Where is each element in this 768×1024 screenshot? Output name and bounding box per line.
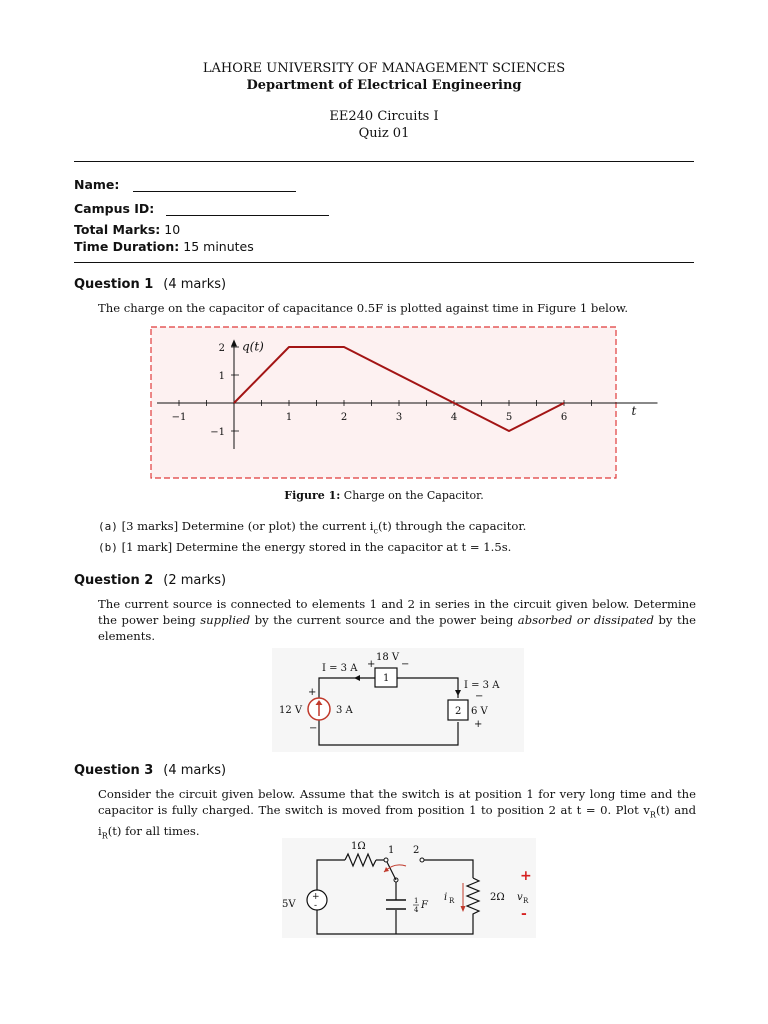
minus-top: − [401,659,410,670]
question-1a-label: (a) [98,520,118,533]
x-axis-label: t [631,404,637,418]
question-3-marks: (4 marks) [163,763,227,778]
figure-1-caption [0,489,768,502]
question-3-title: Question 3 [74,763,154,778]
circuit-q2-background [272,648,524,752]
name-label: Name: [74,177,120,192]
course-title: EE240 Circuits I [329,109,439,124]
label-i-right: I = 3 A [464,680,500,691]
question-3-text [98,786,696,845]
question-1a-rest: (t) through the capacitor. [378,519,527,533]
label-v-source: 12 V [279,705,303,716]
label-i-top: I = 3 A [322,663,358,674]
label-elem-2: 2 [455,706,462,717]
total-marks [74,222,180,237]
name-input-line[interactable] [133,176,296,192]
x-tick-label: 5 [505,412,513,423]
plus-vs: + [312,892,320,902]
question-2-marks: (2 marks) [163,573,227,588]
label-r2: 2Ω [490,892,505,903]
label-elem-1: 1 [383,673,390,684]
label-pos-2: 2 [413,845,420,856]
x-tick-label: 3 [395,412,403,423]
switch-contact-1 [384,858,388,862]
campus-id-field [74,200,329,216]
question-1a [98,519,526,535]
minus-right: − [475,691,484,702]
question-1-text: The charge on the capacitor of capacitance 0.5F is plotted against time in Figure 1 below. [98,301,629,315]
label-ir: i [444,892,448,903]
university-name: LAHORE UNIVERSITY OF MANAGEMENT SCIENCES [202,61,566,76]
label-vr: v [517,892,523,903]
label-v-top: 18 V [376,652,400,663]
question-2-text-3: by the elements. [98,613,696,643]
time-duration [74,239,254,254]
name-field [74,176,296,192]
question-2-text-2: by the current source and the power being [250,613,518,627]
label-cap-unit: F [421,900,428,911]
plus-top: + [367,659,376,670]
x-tick-label: 1 [285,412,293,423]
plus-right: + [474,719,483,730]
label-r1: 1Ω [351,841,366,852]
x-tick-label: 6 [560,412,568,423]
question-3-sub-2: R [101,831,108,841]
y-tick-label: 2 [218,343,225,354]
question-1b [98,540,511,554]
total-marks-label: Total Marks: [74,222,161,237]
question-1-title: Question 1 [74,277,154,292]
campus-id-label: Campus ID: [74,201,155,216]
fields-divider [74,262,694,263]
label-pos-1: 1 [388,845,395,856]
question-3-heading [74,763,226,778]
x-tick-label: 2 [340,412,348,423]
current-source [308,698,330,720]
label-vr-sub: R [523,897,529,905]
circuit-diagram-q2 [272,648,524,752]
question-2-supplied: supplied [200,613,251,627]
question-1b-text: [1 mark] Determine the energy stored in the capacitor at t = 1.5s. [121,540,512,554]
question-2-heading [74,573,226,588]
question-1a-text: [3 marks] Determine (or plot) the current i [121,519,374,533]
question-2-text-1: The current source is connected to elements 1 and 2 in series in the circuit given below. Determine the power being [98,597,696,627]
campus-id-input-line[interactable] [166,200,329,216]
question-1a-subscript: c [373,526,379,536]
question-1-marks: (4 marks) [163,277,227,292]
question-2-title: Question 2 [74,573,154,588]
minus-source: − [309,723,318,734]
cap-frac-den: 4 [414,906,419,914]
x-tick-label: 4 [450,412,458,423]
label-vs: 5V [282,899,296,910]
top-divider [74,161,694,162]
question-3-text-3: (t) for all times. [107,824,200,839]
department-name: Department of Electrical Engineering [246,78,522,93]
time-duration-label: Time Duration: [74,239,180,254]
total-marks-value: 10 [164,222,181,237]
label-i-source: 3 A [336,705,353,716]
y-tick-label: −1 [210,427,225,438]
vr-minus: - [521,906,527,922]
switch-contact-2 [420,858,424,862]
charge-plot [150,326,637,480]
question-1-heading [74,277,226,292]
y-tick-label: 1 [218,371,225,382]
plus-source: + [308,687,317,698]
circuit-diagram-q3 [282,838,536,938]
x-tick-label: −1 [171,412,187,423]
question-3-text-2: (t) and i [98,803,696,839]
question-1b-label: (b) [98,541,118,554]
cap-frac-num: 1 [414,897,419,905]
y-axis-label: q(t) [242,339,264,354]
vr-plus: + [520,868,532,884]
question-2-text [98,596,696,644]
question-3-text-1: Consider the circuit given below. Assume that the switch is at position 1 for very long time and the capacitor is fully charged. The switch is moved from position 1 to position 2 at t = 0. Plot v [98,787,696,817]
figure-1-caption-text: Charge on the Capacitor. [343,489,484,502]
circuit-q3-background [282,838,536,938]
quiz-title: Quiz 01 [358,126,410,141]
label-ir-sub: R [449,897,455,905]
figure-1-label: Figure 1: [284,489,341,502]
label-v-right: 6 V [471,706,488,717]
time-duration-value: 15 minutes [183,239,254,254]
question-3-sub-1: R [649,810,656,820]
question-2-absorbed: absorbed or dissipated [517,613,654,627]
minus-vs: - [314,901,318,911]
